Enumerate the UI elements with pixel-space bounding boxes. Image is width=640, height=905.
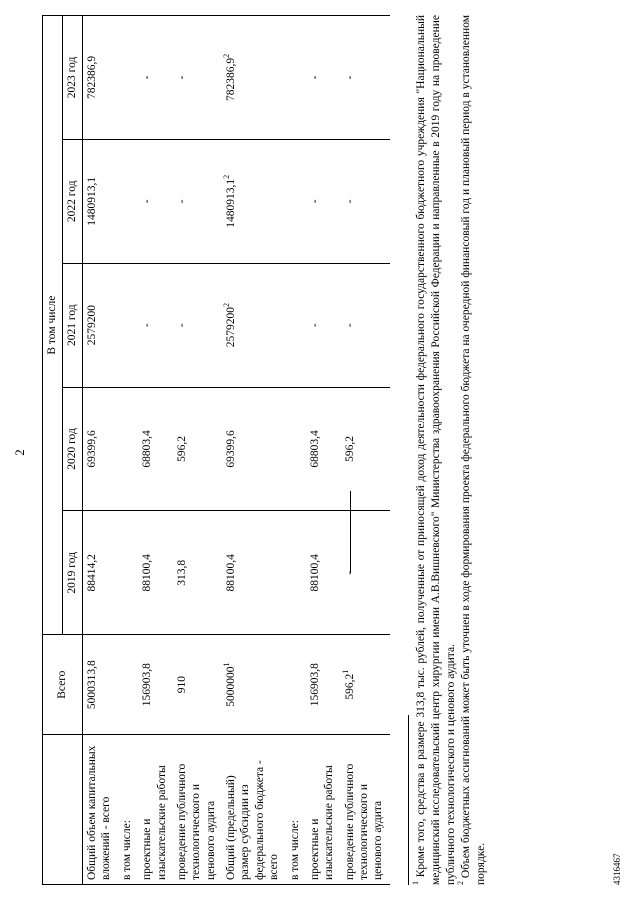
table-end-divider bbox=[350, 491, 351, 573]
footnote-ref: 1 bbox=[340, 669, 350, 674]
footnote-2 bbox=[455, 15, 489, 885]
cell-value: 596,2 bbox=[343, 673, 356, 700]
table-row bbox=[306, 16, 341, 885]
table-row bbox=[138, 16, 173, 885]
header-year-2023: 2023 год bbox=[63, 16, 83, 140]
table-row bbox=[286, 16, 306, 885]
cell-2019: 88100,4 bbox=[306, 511, 341, 635]
cell-2021 bbox=[222, 263, 286, 387]
header-total: Всего bbox=[43, 635, 83, 735]
table-row bbox=[118, 16, 138, 885]
cell-2023: - bbox=[341, 16, 390, 140]
cell-2020: 69399,6 bbox=[83, 387, 118, 511]
cell-2019: 88100,4 bbox=[138, 511, 173, 635]
table-row bbox=[83, 16, 118, 885]
cell-2020: 68803,4 bbox=[138, 387, 173, 511]
cell-value: 1480913,1 bbox=[225, 178, 237, 228]
cell-2019: 313,8 bbox=[173, 511, 222, 635]
footnotes bbox=[411, 14, 489, 885]
document-code: 4316467 bbox=[612, 853, 622, 885]
cell-2022 bbox=[222, 139, 286, 263]
page-number: 2 bbox=[12, 449, 27, 456]
cell-2021: 2579200 bbox=[83, 263, 118, 387]
cell-2023: - bbox=[306, 16, 341, 140]
cell-2021: - bbox=[138, 263, 173, 387]
cell-2022: - bbox=[341, 139, 390, 263]
footnote-1-text: Кроме того, средства в размере 313,8 тыс. рублей, полученные от приносящей доход деятельности федерального государственного бюджетного учреждения "Национальный медицинский исследовательский центр хирургии имени А.В.Вишневского" Министерства здравоохранения Российской Федерации и направленные в 2019 году на проведение публичного технологического и ценового аудита. bbox=[415, 14, 457, 885]
footnote-1-mark: 1 bbox=[411, 881, 420, 885]
header-year-2020: 2020 год bbox=[63, 387, 83, 511]
footnote-ref: 2 bbox=[222, 174, 231, 179]
cell-2022: - bbox=[173, 139, 222, 263]
cell-value: 782386,9 bbox=[225, 57, 237, 101]
footnote-ref: 2 bbox=[222, 53, 231, 58]
header-including: В том числе bbox=[43, 16, 63, 635]
cell-2019: - bbox=[341, 511, 390, 635]
cell-2019: 88100,4 bbox=[222, 511, 286, 635]
footnote-2-text: Объем бюджетных ассигнований может быть уточнен в ходе формирования проекта федерального бюджета на очередной финансовый год и плановый период в установленном порядке. bbox=[459, 15, 487, 885]
header-year-2021: 2021 год bbox=[63, 263, 83, 387]
budget-table bbox=[42, 15, 390, 885]
cell-2020: 596,2 bbox=[341, 387, 390, 511]
row-label: проведение публичного технологического и ценового аудита bbox=[173, 735, 222, 885]
footnote-ref: 2 bbox=[222, 303, 231, 308]
cell-total: 910 bbox=[173, 635, 222, 735]
cell-2021: - bbox=[173, 263, 222, 387]
cell-total: 156903,8 bbox=[138, 635, 173, 735]
header-year-2019: 2019 год bbox=[63, 511, 83, 635]
cell-2019: 88414,2 bbox=[83, 511, 118, 635]
footnote-divider bbox=[408, 715, 409, 885]
cell-2023 bbox=[222, 16, 286, 140]
table-row bbox=[173, 16, 222, 885]
table-row bbox=[341, 16, 390, 885]
row-label: Общий (предельный) размер субсидии из федерального бюджета - всего bbox=[222, 735, 286, 885]
cell-2023: - bbox=[173, 16, 222, 140]
footnote-ref: 1 bbox=[222, 662, 231, 667]
cell-2020: 68803,4 bbox=[306, 387, 341, 511]
cell-total: 156903,8 bbox=[306, 635, 341, 735]
cell-2022: - bbox=[138, 139, 173, 263]
row-label: проведение публичного технологического и ценового аудита bbox=[341, 735, 390, 885]
cell-2020: 69399,6 bbox=[222, 387, 286, 511]
cell-value: 5000000 bbox=[225, 666, 237, 707]
cell-2022: - bbox=[306, 139, 341, 263]
cell-total bbox=[222, 635, 286, 735]
row-label: в том числе: bbox=[118, 735, 138, 885]
row-label: проектные и изыскательские работы bbox=[138, 735, 173, 885]
row-label: Общий объем капитальных вложений - всего bbox=[83, 735, 118, 885]
cell-2022: 1480913,1 bbox=[83, 139, 118, 263]
footnote-2-mark: 2 bbox=[455, 881, 465, 885]
header-empty bbox=[43, 735, 83, 885]
cell-2021: - bbox=[306, 263, 341, 387]
row-label: в том числе: bbox=[286, 735, 306, 885]
cell-total bbox=[341, 635, 390, 735]
cell-value: 2579200 bbox=[225, 307, 237, 348]
row-label: проектные и изыскательские работы bbox=[306, 735, 341, 885]
cell-2023: 782386,9 bbox=[83, 16, 118, 140]
header-year-2022: 2022 год bbox=[63, 139, 83, 263]
table-row bbox=[222, 16, 286, 885]
footnote-1 bbox=[411, 14, 459, 885]
cell-2020: 596,2 bbox=[173, 387, 222, 511]
cell-2021: - bbox=[341, 263, 390, 387]
cell-total: 5000313,8 bbox=[83, 635, 118, 735]
cell-2023: - bbox=[138, 16, 173, 140]
